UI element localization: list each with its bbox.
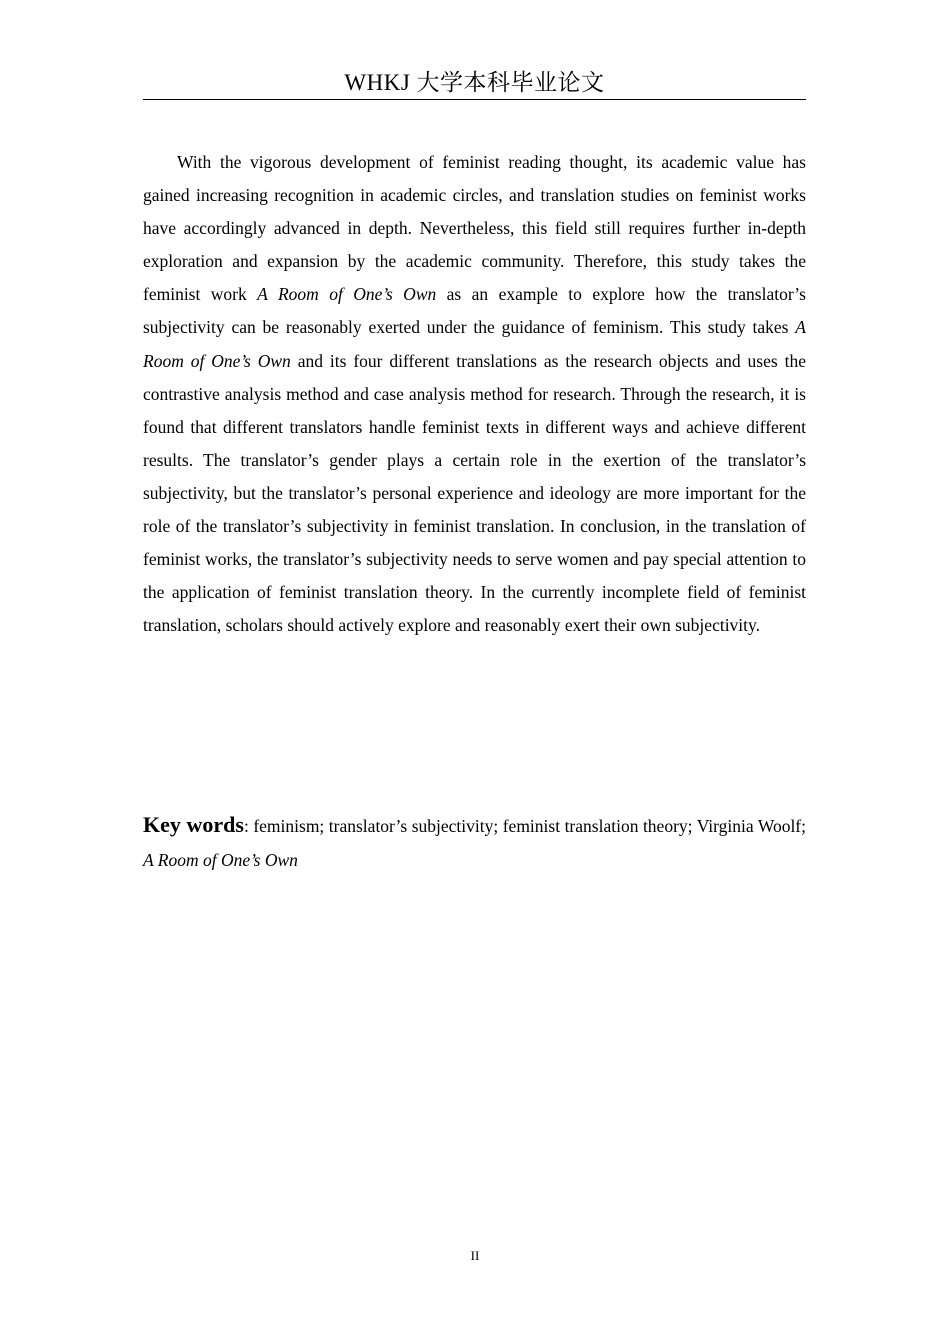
page-number: II — [470, 1248, 480, 1263]
abstract-book-title-1: A Room of One’s Own — [257, 284, 437, 305]
keywords-label: Key words — [143, 812, 244, 837]
abstract-text-2: as an example to explore how the translator’s subjectivity can be reasonably exerted under the guidance of feminism. This study takes — [143, 284, 806, 338]
abstract-text-3: and its four different translations as the research objects and uses the contrastive analysis method and case analysis method for research. Through the research, it is found that different translators handle feminist texts in different ways and achieve different results. The translator’s gender plays a certain role in the exertion of the translator’s subjectivity, but the translator’s personal experience and ideology are more important for the role of the translator’s subjectivity in feminist translation. In conclusion, in the translation of feminist works, the translator’s subjectivity needs to serve women and pay special attention to the application of feminist translation theory. In the currently incomplete field of feminist translation, scholars should actively explore and reasonably exert their own subjectivity. — [143, 350, 806, 636]
keywords-terms: feminism; translator’s subjectivity; feminist translation theory; Virginia Woolf; — [253, 816, 806, 836]
page-header — [143, 66, 806, 100]
abstract-paragraph — [143, 146, 806, 642]
keywords-section — [143, 808, 806, 877]
keywords-book-title: A Room of One’s Own — [143, 850, 298, 870]
abstract-text-1: With the vigorous development of feminist reading thought, its academic value has gained increasing recognition in academic circles, and translation studies on feminist works have accordingly advanced in depth. Nevertheless, this field still requires further in-depth exploration and expansion by the academic community. Therefore, this study takes the feminist work — [143, 152, 806, 305]
keywords-separator: : — [243, 816, 254, 836]
abstract-book-title-2: A Room of One’s Own — [143, 317, 806, 371]
header-title: WHKJ 大学本科毕业论文 — [344, 70, 605, 95]
